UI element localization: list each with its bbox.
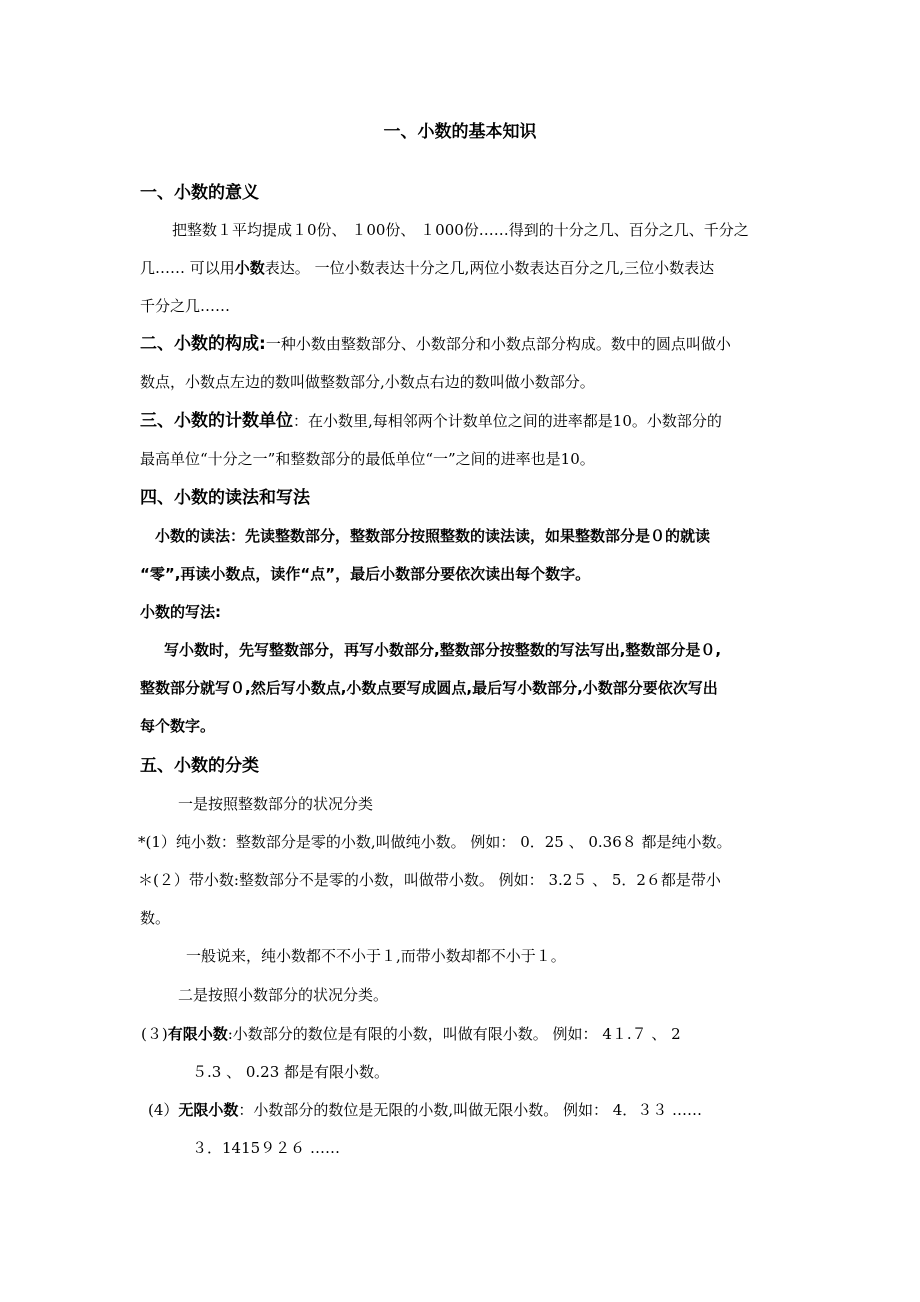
list-item xyxy=(141,1024,681,1044)
list-item: *(1）纯小数：整数部分是零的小数,叫做纯小数。 例如： 0．25 、 0.36８ 都是纯小数。 xyxy=(138,833,732,851)
list-item xyxy=(148,1100,702,1120)
paragraph-line: 整数部分就写０,然后写小数点,小数点要写成圆点,最后写小数部分,小数部分要依次写出 xyxy=(140,679,718,697)
paragraph-line: ３．1415９２６ …… xyxy=(192,1139,340,1157)
text-run: :小数部分的数位是有限的小数，叫做有限小数。 例如： 4１.７ 、 2 xyxy=(227,1025,681,1043)
text-run: 表达。 一位小数表达十分之几,两位小数表达百分之几,三位小数表达 xyxy=(264,259,715,277)
text-run: 一种小数由整数部分、小数部分和小数点部分构成。数中的圆点叫做小 xyxy=(265,335,731,353)
paragraph-line: 每个数字。 xyxy=(140,717,216,735)
list-item: ＊(２）带小数:整数部分不是零的小数，叫做带小数。 例如： 3.2５ 、 5．2６都是带小 xyxy=(138,871,721,889)
paragraph-line: 把整数１平均提成１0份、 １00份、 １000份……得到的十分之几、百分之几、千分之 xyxy=(172,221,749,239)
section-heading-meaning: 一、小数的意义 xyxy=(140,183,259,203)
paragraph-line: ５.3 、 0.23 都是有限小数。 xyxy=(192,1063,390,1081)
bold-term: 小数 xyxy=(234,259,265,277)
text-run: ：在小数里,每相邻两个计数单位之间的进率都是10。小数部分的 xyxy=(293,412,722,430)
paragraph-line: 最高单位“十分之一”和整数部分的最低单位“一”之间的进率也是10。 xyxy=(140,450,595,468)
paragraph-line xyxy=(140,334,731,354)
text-run: ：小数部分的数位是无限的小数,叫做无限小数。 例如： 4．３３ …… xyxy=(238,1101,703,1119)
page-title: 一、小数的基本知识 xyxy=(383,122,537,142)
text-run: (4） xyxy=(148,1101,179,1119)
paragraph-line: 数。 xyxy=(140,909,171,927)
paragraph-line: 数点，小数点左边的数叫做整数部分,小数点右边的数叫做小数部分。 xyxy=(140,373,595,391)
paragraph-line: 千分之几…… xyxy=(140,297,231,315)
paragraph-line: 一般说来，纯小数都不不小于１,而带小数却都不小于１。 xyxy=(186,947,566,965)
paragraph-line: 二是按照小数部分的状况分类。 xyxy=(178,986,389,1004)
text-run: (３) xyxy=(141,1025,168,1043)
paragraph-line: “零”,再读小数点，读作“点”，最后小数部分要依次读出每个数字。 xyxy=(140,565,591,583)
paragraph-line: 小数的读法：先读整数部分，整数部分按照整数的读法读，如果整数部分是０的就读 xyxy=(155,527,711,545)
section-heading-structure: 二、小数的构成: xyxy=(140,334,266,354)
bold-term: 无限小数 xyxy=(178,1101,239,1119)
write-label: 小数的写法: xyxy=(140,603,221,621)
text-run: 几…… 可以用 xyxy=(140,259,235,277)
paragraph-line: 写小数时，先写整数部分，再写小数部分,整数部分按整数的写法写出,整数部分是０, xyxy=(164,641,722,659)
paragraph-line xyxy=(140,258,714,278)
paragraph-line xyxy=(140,411,722,431)
section-heading-unit: 三、小数的计数单位 xyxy=(140,411,293,431)
paragraph-line: 一是按照整数部分的状况分类 xyxy=(178,795,374,813)
section-heading-classification: 五、小数的分类 xyxy=(140,756,259,776)
section-heading-read-write: 四、小数的读法和写法 xyxy=(140,488,310,508)
bold-term: 有限小数 xyxy=(167,1025,228,1043)
